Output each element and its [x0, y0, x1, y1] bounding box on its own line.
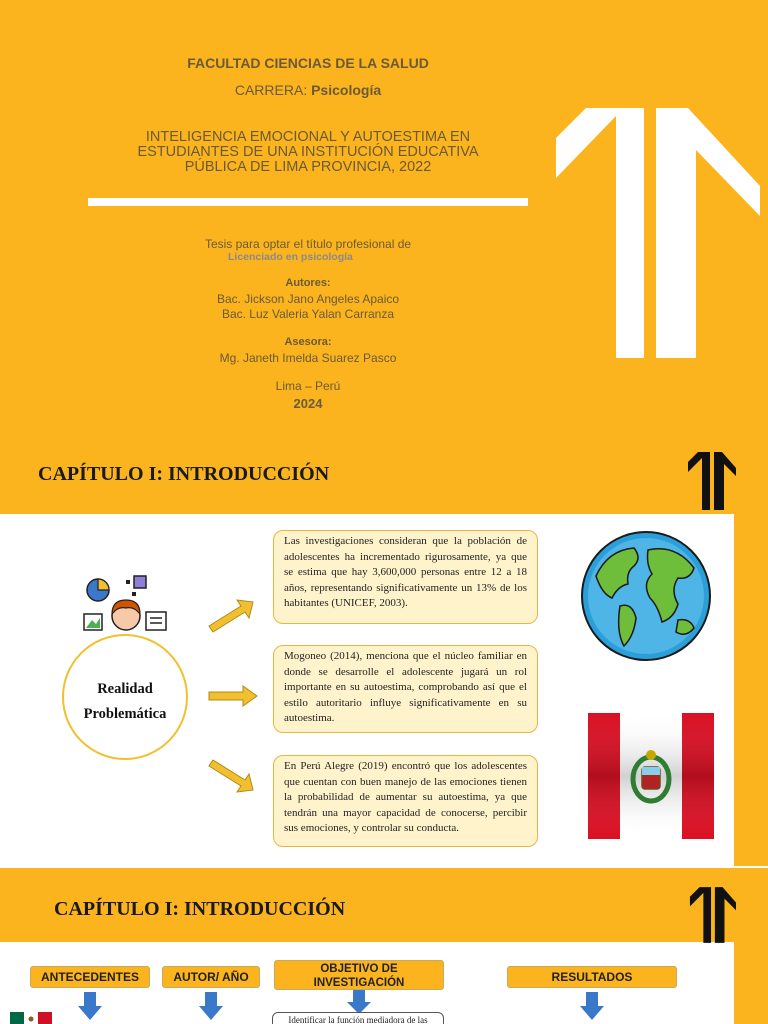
arrows-group [205, 596, 265, 796]
arrow-down-icon [347, 990, 371, 1014]
problem-label [62, 677, 188, 727]
column-header-antecedentes: ANTECEDENTES [30, 966, 150, 988]
thesis-title-line: INTELIGENCIA EMOCIONAL Y AUTOESTIMA EN [145, 129, 471, 145]
column-header-resultados: RESULTADOS [507, 966, 677, 988]
author: Bac. Luz Valeria Yalan Carranza [221, 307, 395, 321]
career-value: Psicología [311, 82, 382, 98]
text-box: Mogoneo (2014), menciona que el núcleo familiar en donde se desarrolle el adolescente jugará un rol importante en su autoestima, comprobando así que el estilo autoritario influye significativamente en su autoestima. [273, 645, 538, 733]
slide-side-bar [734, 514, 768, 866]
column-header-line: OBJETIVO DE [320, 963, 398, 975]
problem-label-line: Realidad [97, 681, 153, 697]
thesis-title [0, 130, 616, 175]
university-logo-icon [556, 108, 760, 358]
mexico-flag-icon [10, 1008, 54, 1024]
text-box: Las investigaciones consideran que la población de adolescentes ha incrementado rigurosamente, ya que se estima que hay 3,600,000 personas entre 12 a 18 años, representando significativamente un 13% de los habitantes (UNICEF, 2003). [273, 530, 538, 624]
arrow-down-icon [580, 992, 604, 1020]
thesis-title-line: ESTUDIANTES DE UNA INSTITUCIÓN EDUCATIVA [137, 144, 479, 160]
advisor-heading: Asesora: [284, 336, 332, 348]
arrow-down-icon [199, 992, 223, 1020]
faculty-title: FACULTAD CIENCIAS DE LA SALUD [187, 55, 429, 71]
thesis-purpose: Tesis para optar el título profesional de [204, 237, 412, 251]
arrow-down-right-icon [209, 760, 253, 792]
advisor: Mg. Janeth Imelda Suarez Pasco [219, 351, 397, 365]
author: Bac. Jickson Jano Angeles Apaico [216, 292, 400, 306]
arrow-up-right-icon [209, 600, 253, 632]
career-label: CARRERA: [234, 82, 312, 98]
cover-slide [0, 0, 768, 440]
university-logo-icon [688, 886, 736, 944]
text-box: En Perú Alegre (2019) encontró que los adolescentes que cuentan con buen manejo de las emociones tienen la probabilidad de aumentar su autoestima, ya que tendrán una mayor capacidad de conocerse, percibir sus emociones, y controlar su conducta. [273, 755, 538, 847]
globe-icon [578, 528, 714, 664]
arrow-right-icon [209, 686, 257, 706]
problem-label-line: Problemática [83, 706, 167, 722]
authors-heading: Autores: [285, 277, 331, 289]
university-logo-icon [686, 452, 736, 510]
arrow-down-icon [78, 992, 102, 1020]
column-header-line: INVESTIGACIÓN [313, 977, 405, 989]
degree: Licenciado en psicología [228, 251, 353, 263]
peru-flag-icon [588, 713, 714, 839]
chapter-heading: CAPÍTULO I: INTRODUCCIÓN [54, 898, 346, 920]
objective-text: Identificar la función mediadora de las [272, 1012, 444, 1024]
year: 2024 [293, 396, 323, 411]
column-header-autor: AUTOR/ AÑO [162, 966, 260, 988]
place: Lima – Perú [275, 379, 341, 393]
thesis-title-line: PÚBLICA DE LIMA PROVINCIA, 2022 [184, 159, 432, 175]
column-header-objetivo [274, 960, 444, 990]
career-line [0, 82, 616, 98]
divider [88, 198, 528, 206]
chapter-heading: CAPÍTULO I: INTRODUCCIÓN [38, 463, 330, 485]
